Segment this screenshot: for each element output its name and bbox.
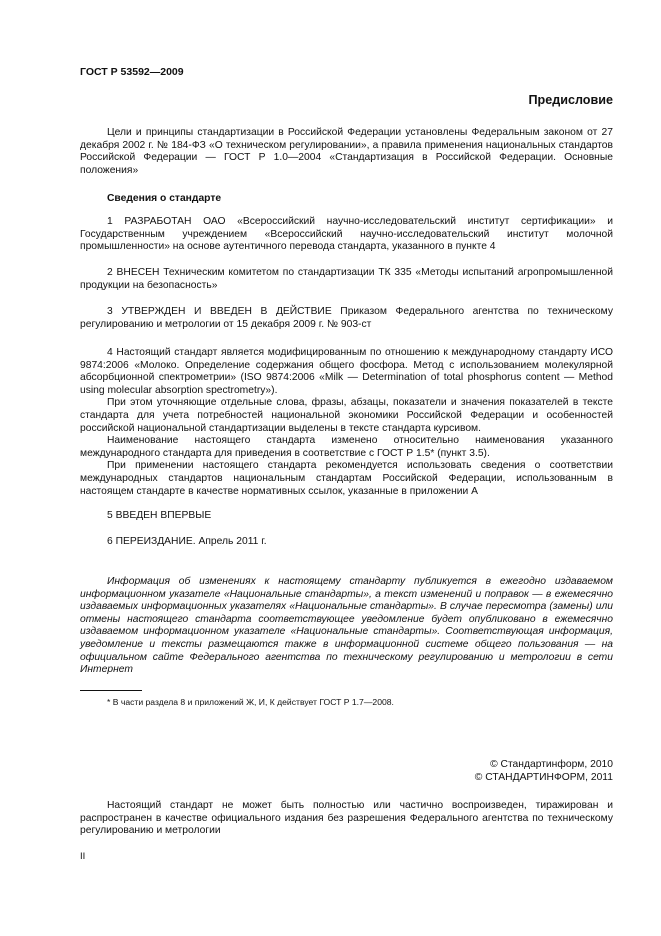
item-5 [80,510,613,523]
item-4 [80,347,613,498]
page-number: II [80,851,86,862]
item-4-text: 4 Настоящий стандарт является модифицированным по отношению к международному стандарту ИСО 9874:2006 «Молоко. Определение содержания общего фосфора. Метод с использованием молекулярной абсорбционной спектрометрии» (ISO 9874:2006 «Milk — Determination of total phosphorus content — Method using molecular absorption spectrometry»). [80,347,613,396]
copyright-2010: © Стандартинформ, 2010 [490,759,613,770]
document-header: ГОСТ Р 53592—2009 [80,66,184,78]
item-3-text: 3 УТВЕРЖДЕН И ВВЕДЕН В ДЕЙСТВИЕ Приказом Федерального агентства по техническому регулированию и метрологии от 15 декабря 2009 г. № 903-ст [80,306,613,330]
item-6-text: 6 ПЕРЕИЗДАНИЕ. Апрель 2011 г. [107,536,267,547]
item-1-text: 1 РАЗРАБОТАН ОАО «Всероссийский научно-исследовательский институт сертификации» и Государственным учреждением «Всероссийский научно-исследовательский институт молочной промышленности» на основе аутентичного перевода стандарта, указанного в пункте 4 [80,216,613,253]
item-2-text: 2 ВНЕСЕН Техническим комитетом по стандартизации ТК 335 «Методы испытаний агропромышленной продукции на безопасность» [80,267,613,291]
item-4-application: При применении настоящего стандарта рекомендуется использовать сведения о соответствии международных стандартов национальным стандартам Российской Федерации, использованным в настоящем стандарте в качестве нормативных ссылок, указанные в приложении А [80,460,613,497]
change-notice [80,576,613,677]
item-4-clarification: При этом уточняющие отдельные слова, фразы, абзацы, показатели и значения показателей в тексте стандарта для учета потребностей национальной экономики Российской Федерации и особенностей российской национальной стандартизации выделены в тексте стандарта курсивом. [80,397,613,434]
item-3 [80,306,613,331]
item-2 [80,267,613,292]
item-4-name-change: Наименование настоящего стандарта изменено относительно наименования указанного международного стандарта для приведения в соответствие с ГОСТ Р 1.5* (пункт 3.5). [80,435,613,459]
change-notice-text: Информация об изменениях к настоящему стандарту публикуется в ежегодно издаваемом информационном указателе «Национальные стандарты», а текст изменений и поправок — в ежемесячно издаваемых информационных указателях «Национальные стандарты». В случае пересмотра (замены) или отмены настоящего стандарта соответствующее уведомление будет опубликовано в ежемесячно издаваемом информационном указателе «Национальные стандарты». Соответствующая информация, уведомление и тексты размещаются также в информационной системе общего пользования — на официальном сайте Федерального агентства по техническому регулированию и метрологии в сети Интернет [80,576,613,676]
intro-paragraph [80,127,613,177]
copyright-2011: © СТАНДАРТИНФОРМ, 2011 [474,772,613,783]
item-5-text: 5 ВВЕДЕН ВПЕРВЫЕ [107,510,212,521]
section-subheading: Сведения о стандарте [107,193,222,204]
footnote-divider [80,690,142,691]
item-1 [80,216,613,254]
rights-notice [80,800,613,838]
intro-text: Цели и принципы стандартизации в Российской Федерации установлены Федеральным законом от 27 декабря 2002 г. № 184-ФЗ «О техническом регулировании», а правила применения национальных стандартов Российской Федерации — ГОСТ Р 1.0—2004 «Стандартизация в Российской Федерации. Основные положения» [80,127,613,176]
page-title: Предисловие [528,93,613,107]
item-6 [80,536,613,549]
footnote: * В части раздела 8 и приложений Ж, И, К действует ГОСТ Р 1.7—2008. [107,697,394,707]
rights-notice-text: Настоящий стандарт не может быть полностью или частично воспроизведен, тиражирован и распространен в качестве официального издания без разрешения Федерального агентства по техническому регулированию и метрологии [80,800,613,837]
